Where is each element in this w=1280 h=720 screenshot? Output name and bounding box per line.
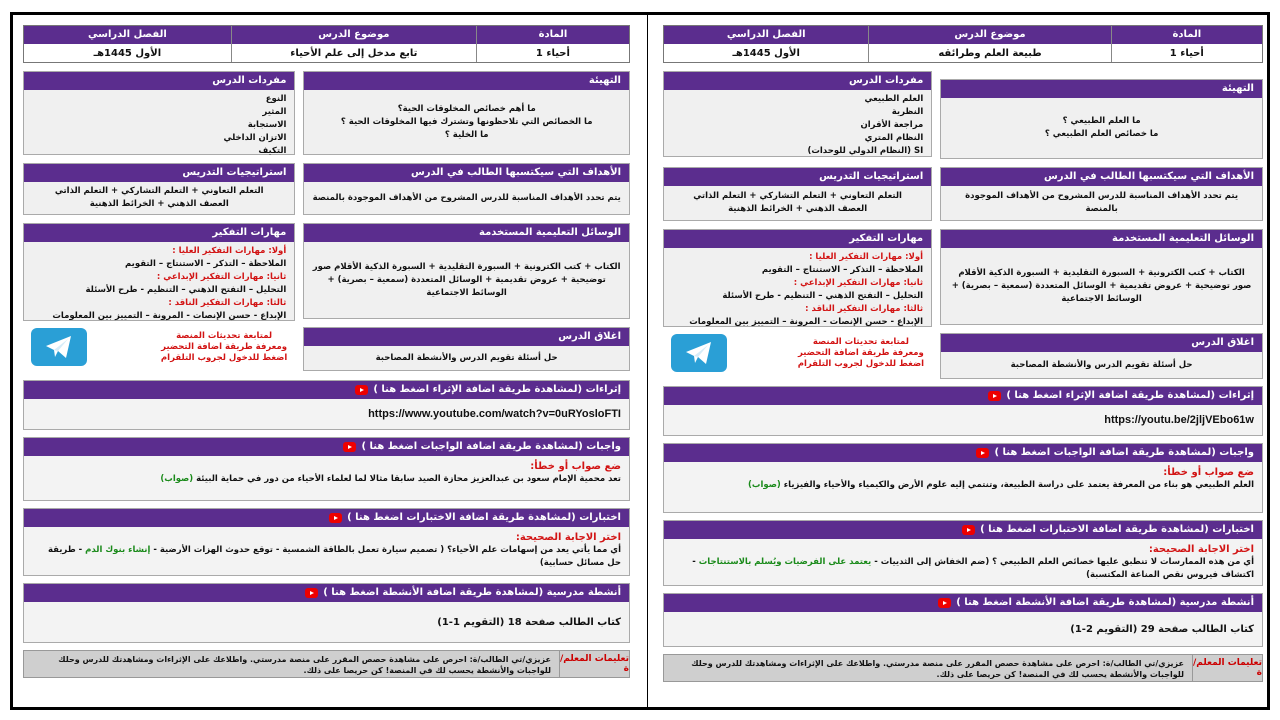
closing-text: حل أسئلة تقويم الدرس والأنشطة المصاحبة [1010, 359, 1193, 370]
thinking-box [663, 229, 932, 327]
thinking-high-label: أولا: مهارات التفكير العليا : [172, 246, 287, 256]
strategies-box [663, 167, 932, 221]
lesson-header [663, 25, 1263, 63]
intro-line: ما خصائص العلم الطبيعي ؟ [1044, 129, 1159, 139]
closing-title: اغلاق الدرس [304, 328, 629, 346]
youtube-icon[interactable] [355, 385, 368, 395]
topic-value: طبيعة العلم وطرائقه [869, 44, 1110, 62]
tf-answer: (صواب) [748, 480, 781, 490]
thinking-high-value: الملاحظة – التذكر – الاستنتاج – التقويم [761, 265, 924, 275]
vocab-item: التكيف [258, 146, 287, 156]
telegram-icon[interactable] [671, 334, 727, 372]
semester-value: الأول 1445هـ [664, 44, 868, 62]
intro-line: ما الخصائص التي تلاحظونها وتشترك فيها المخلوقات الحية ؟ [340, 116, 593, 127]
telegram-text: ومعرفة طريقة اضافة التحضير [161, 341, 288, 352]
thinking-title: مهارات التفكير [664, 230, 931, 248]
intro-box [940, 79, 1263, 159]
closing-box [940, 333, 1263, 379]
vocab-item: SI (النظام الدولي للوحدات) [807, 146, 924, 156]
thinking-critical-value: الإبداع - حسن الإنصات - المرونة – التمييز بين المعلومات [689, 317, 924, 327]
telegram-link[interactable] [23, 321, 295, 373]
closing-title: اغلاق الدرس [941, 334, 1262, 352]
youtube-icon[interactable] [976, 448, 989, 458]
goals-text: يتم تحدد الأهداف المناسبة للدرس المشروح من الأهداف الموجودة بالمنصة [965, 191, 1239, 214]
activity-text: كتاب الطالب صفحة 29 (التقويم 2-1) [1070, 623, 1254, 635]
enrich-section [663, 386, 1263, 436]
homework-section [663, 443, 1263, 513]
teacher-label: تعليمات المعلم/ة [559, 651, 629, 677]
strategy-line: التعلم التعاوني + التعلم التشاركي + التعلم الذاتي [54, 186, 264, 196]
semester-value: الأول 1445هـ [24, 44, 231, 62]
tf-question: تعد محمية الإمام سعود بن عبدالعزيز محازة الصيد سابقا مثالا لما لعلماء الأحياء من دور في حماية البيئة [196, 474, 621, 484]
lesson-header [23, 25, 630, 63]
mc-question: أي مما يأتي يعد من إسهامات علم الأحياء؟ ( تصميم سيارة تعمل بالطاقة الشمسية - توقع حدوث الهزات الأرضية - [153, 545, 621, 555]
vocab-item: الاتزان الداخلي [223, 133, 287, 143]
tests-section [23, 508, 630, 576]
mc-tail: - طريقة حل مسائل حسابية) [47, 545, 621, 568]
telegram-text: ومعرفة طريقة اضافة التحضير [797, 347, 924, 358]
teacher-notes [23, 650, 630, 678]
strategies-title: استراتيجيات التدريس [24, 164, 294, 182]
vocab-item: الاستجابة [247, 120, 287, 130]
media-box [303, 223, 630, 319]
homework-link[interactable]: واجبات (لمشاهدة طريقة اضافة الواجبات اضغط هنا ) [361, 441, 621, 452]
youtube-icon[interactable] [938, 598, 951, 608]
telegram-text: لمتابعة تحديثات المنصة [176, 330, 273, 341]
media-text: الكتاب + كتب الكترونية + السبورة التقليدية + السبورة الذكية الأقلام صور توضيحية + عروض تقديمية + الوسائل المتعددة (سمعية – بصرية) + الوسائط الاجتماعية [951, 267, 1252, 304]
telegram-text: اضغط للدخول لجروب التلقرام [797, 358, 925, 369]
teacher-text: عزيزي/تي الطالب/ة: احرص على مشاهدة حصص المقرر على منصة مدرستي. واطلاعك على الإثراءات ومشاهدتك للدرس وحلك للواجبات والأنشطة يحسب لك في المنصة! كن حريصا على ذلك. [691, 659, 1184, 679]
vocab-item: مراجعة الأقران [860, 120, 924, 130]
goals-box [303, 163, 630, 215]
youtube-icon[interactable] [343, 442, 356, 452]
tf-answer: (صواب) [160, 474, 194, 484]
topic-label: موضوع الدرس [869, 26, 1110, 44]
intro-box [303, 71, 630, 155]
mc-answer: يعتمد على الفرضيات ويُسلم بالاستنتاجات [698, 557, 872, 567]
strategy-line: التعلم التعاوني + التعلم التشاركي + التعلم الذاتي [693, 191, 902, 201]
subject-value: أحياء 1 [477, 44, 629, 62]
tf-question: العلم الطبيعي هو بناء من المعرفة يعتمد على دراسة الطبيعة، وتنتمي إليه علوم الأرض والكيمياء والأحياء والفيزياء [783, 480, 1254, 490]
thinking-title: مهارات التفكير [24, 224, 294, 242]
thinking-creative-value: التحليل – التفتح الذهني – التنظيم - طرح الأسئلة [722, 291, 924, 301]
page-left [23, 25, 630, 699]
tf-title: ضع صواب أو خطأ: [530, 461, 621, 472]
homework-section [23, 437, 630, 501]
enrich-section [23, 380, 630, 430]
enrich-link[interactable]: إثراءات (لمشاهدة طريقة اضافة الإثراء اضغط هنا ) [1006, 390, 1254, 401]
tests-link[interactable]: اختبارات (لمشاهدة طريقة اضافة الاختبارات اضغط هنا ) [347, 512, 621, 523]
thinking-box [23, 223, 295, 321]
intro-line: ما العلم الطبيعي ؟ [1062, 116, 1141, 126]
media-box [940, 229, 1263, 325]
thinking-high-label: أولا: مهارات التفكير العليا : [809, 252, 924, 262]
closing-box [303, 327, 630, 371]
youtube-icon[interactable] [305, 588, 318, 598]
telegram-icon[interactable] [31, 328, 87, 366]
page-divider [647, 15, 648, 707]
semester-label: الفصل الدراسي [664, 26, 868, 44]
mc-title: اختر الاجابة الصحيحة: [1148, 544, 1254, 555]
goals-text: يتم تحدد الأهداف المناسبة للدرس المشروح من الأهداف الموجودة بالمنصة [312, 192, 621, 203]
activities-section [663, 593, 1263, 647]
vocab-box [663, 71, 932, 157]
vocab-title: مفردات الدرس [664, 72, 931, 90]
youtube-icon[interactable] [962, 525, 975, 535]
semester-label: الفصل الدراسي [24, 26, 231, 44]
vocab-item: النوع [265, 94, 287, 104]
subject-label: المادة [477, 26, 629, 44]
intro-title: التهيئة [941, 80, 1262, 98]
goals-title: الأهداف التي سيكتسبها الطالب في الدرس [941, 168, 1262, 186]
strategies-title: استراتيجيات التدريس [664, 168, 931, 186]
strategy-line: العصف الذهني + الخرائط الذهنية [89, 199, 229, 209]
activities-link[interactable]: أنشطة مدرسية (لمشاهدة طريقة اضافة الأنشطة اضغط هنا ) [323, 587, 621, 598]
topic-value: تابع مدخل إلى علم الأحياء [232, 44, 476, 62]
mc-answer: إنشاء بنوك الدم [85, 545, 151, 555]
strategies-box [23, 163, 295, 215]
mc-tail: - اكتشاف فيروس نقص المناعة المكتسبة) [692, 557, 1254, 580]
thinking-creative-label: ثانيا: مهارات التفكير الإبداعي : [793, 278, 924, 288]
activities-link[interactable]: أنشطة مدرسية (لمشاهدة طريقة اضافة الأنشطة اضغط هنا ) [956, 597, 1254, 608]
thinking-critical-label: ثالثا: مهارات التفكير الناقد : [168, 298, 287, 308]
enrich-url[interactable]: https://youtu.be/2jljVEbo61w [1104, 414, 1254, 426]
vocab-item: العلم الطبيعي [864, 94, 924, 104]
media-text: الكتاب + كتب الكترونية + السبورة التقليدية + السبورة الذكية الأقلام صور توضيحية + عروض تقديمية + الوسائل المتعددة (سمعية – بصرية) + الوسائط الاجتماعية [312, 261, 621, 298]
topic-label: موضوع الدرس [232, 26, 476, 44]
vocab-title: مفردات الدرس [24, 72, 294, 90]
tf-title: ضع صواب أو خطأ: [1163, 467, 1254, 478]
teacher-text: عزيزي/تي الطالب/ة: احرص على مشاهدة حصص المقرر على منصة مدرستي. واطلاعك على الإثراءات ومشاهدتك للدرس وحلك للواجبات والأنشطة يحسب لك في المنصة! كن حريصا على ذلك. [58, 655, 551, 675]
activities-section [23, 583, 630, 643]
homework-link[interactable]: واجبات (لمشاهدة طريقة اضافة الواجبات اضغط هنا ) [994, 447, 1254, 458]
thinking-critical-value: الإبداع - حسن الإنصات - المرونة – التمييز بين المعلومات [52, 311, 287, 321]
media-title: الوسائل التعليمية المستخدمة [941, 230, 1262, 248]
page-right [663, 25, 1263, 699]
youtube-icon[interactable] [988, 391, 1001, 401]
vocab-item: المثير [262, 107, 287, 117]
enrich-link[interactable]: إثراءات (لمشاهدة طريقة اضافة الإثراء اضغط هنا ) [373, 384, 621, 395]
mc-title: اختر الاجابة الصحيحة: [515, 532, 621, 543]
thinking-high-value: الملاحظة – التذكر – الاستنتاج – التقويم [125, 259, 287, 269]
subject-value: أحياء 1 [1112, 44, 1262, 62]
youtube-icon[interactable] [329, 513, 342, 523]
thinking-creative-value: التحليل – التفتح الذهني – التنظيم - طرح الأسئلة [85, 285, 287, 295]
goals-box [940, 167, 1263, 221]
media-title: الوسائل التعليمية المستخدمة [304, 224, 629, 242]
teacher-notes [663, 654, 1263, 682]
vocab-item: النظرية [891, 107, 924, 117]
telegram-text: اضغط للدخول لجروب التلقرام [160, 352, 288, 363]
goals-title: الأهداف التي سيكتسبها الطالب في الدرس [304, 164, 629, 182]
telegram-text: لمتابعة تحديثات المنصة [812, 336, 909, 347]
enrich-url[interactable]: https://www.youtube.com/watch?v=0uRYosloFTI [368, 408, 621, 420]
thinking-critical-label: ثالثا: مهارات التفكير الناقد : [805, 304, 924, 314]
subject-label: المادة [1112, 26, 1262, 44]
document-sheet [10, 12, 1270, 710]
intro-line: ما أهم خصائص المخلوقات الحية؟ [397, 103, 536, 114]
mc-question: أي من هذه الممارسات لا تنطبق عليها خصائص العلم الطبيعي ؟ (ضم الخفاش إلى الثدييات - [874, 557, 1254, 567]
vocab-item: النظام المتري [864, 133, 924, 143]
activity-text: كتاب الطالب صفحة 18 (التقويم 1-1) [437, 616, 621, 628]
telegram-link[interactable] [663, 327, 932, 379]
teacher-label: تعليمات المعلم/ة [1192, 655, 1262, 681]
tests-section [663, 520, 1263, 586]
thinking-creative-label: ثانيا: مهارات التفكير الإبداعي : [156, 272, 287, 282]
tests-link[interactable]: اختبارات (لمشاهدة طريقة اضافة الاختبارات اضغط هنا ) [980, 524, 1254, 535]
strategy-line: العصف الذهني + الخرائط الذهنية [728, 204, 868, 214]
vocab-box [23, 71, 295, 155]
intro-line: ما الخلية ؟ [444, 129, 489, 140]
closing-text: حل أسئلة تقويم الدرس والأنشطة المصاحبة [375, 352, 558, 363]
intro-title: التهيئة [304, 72, 629, 90]
